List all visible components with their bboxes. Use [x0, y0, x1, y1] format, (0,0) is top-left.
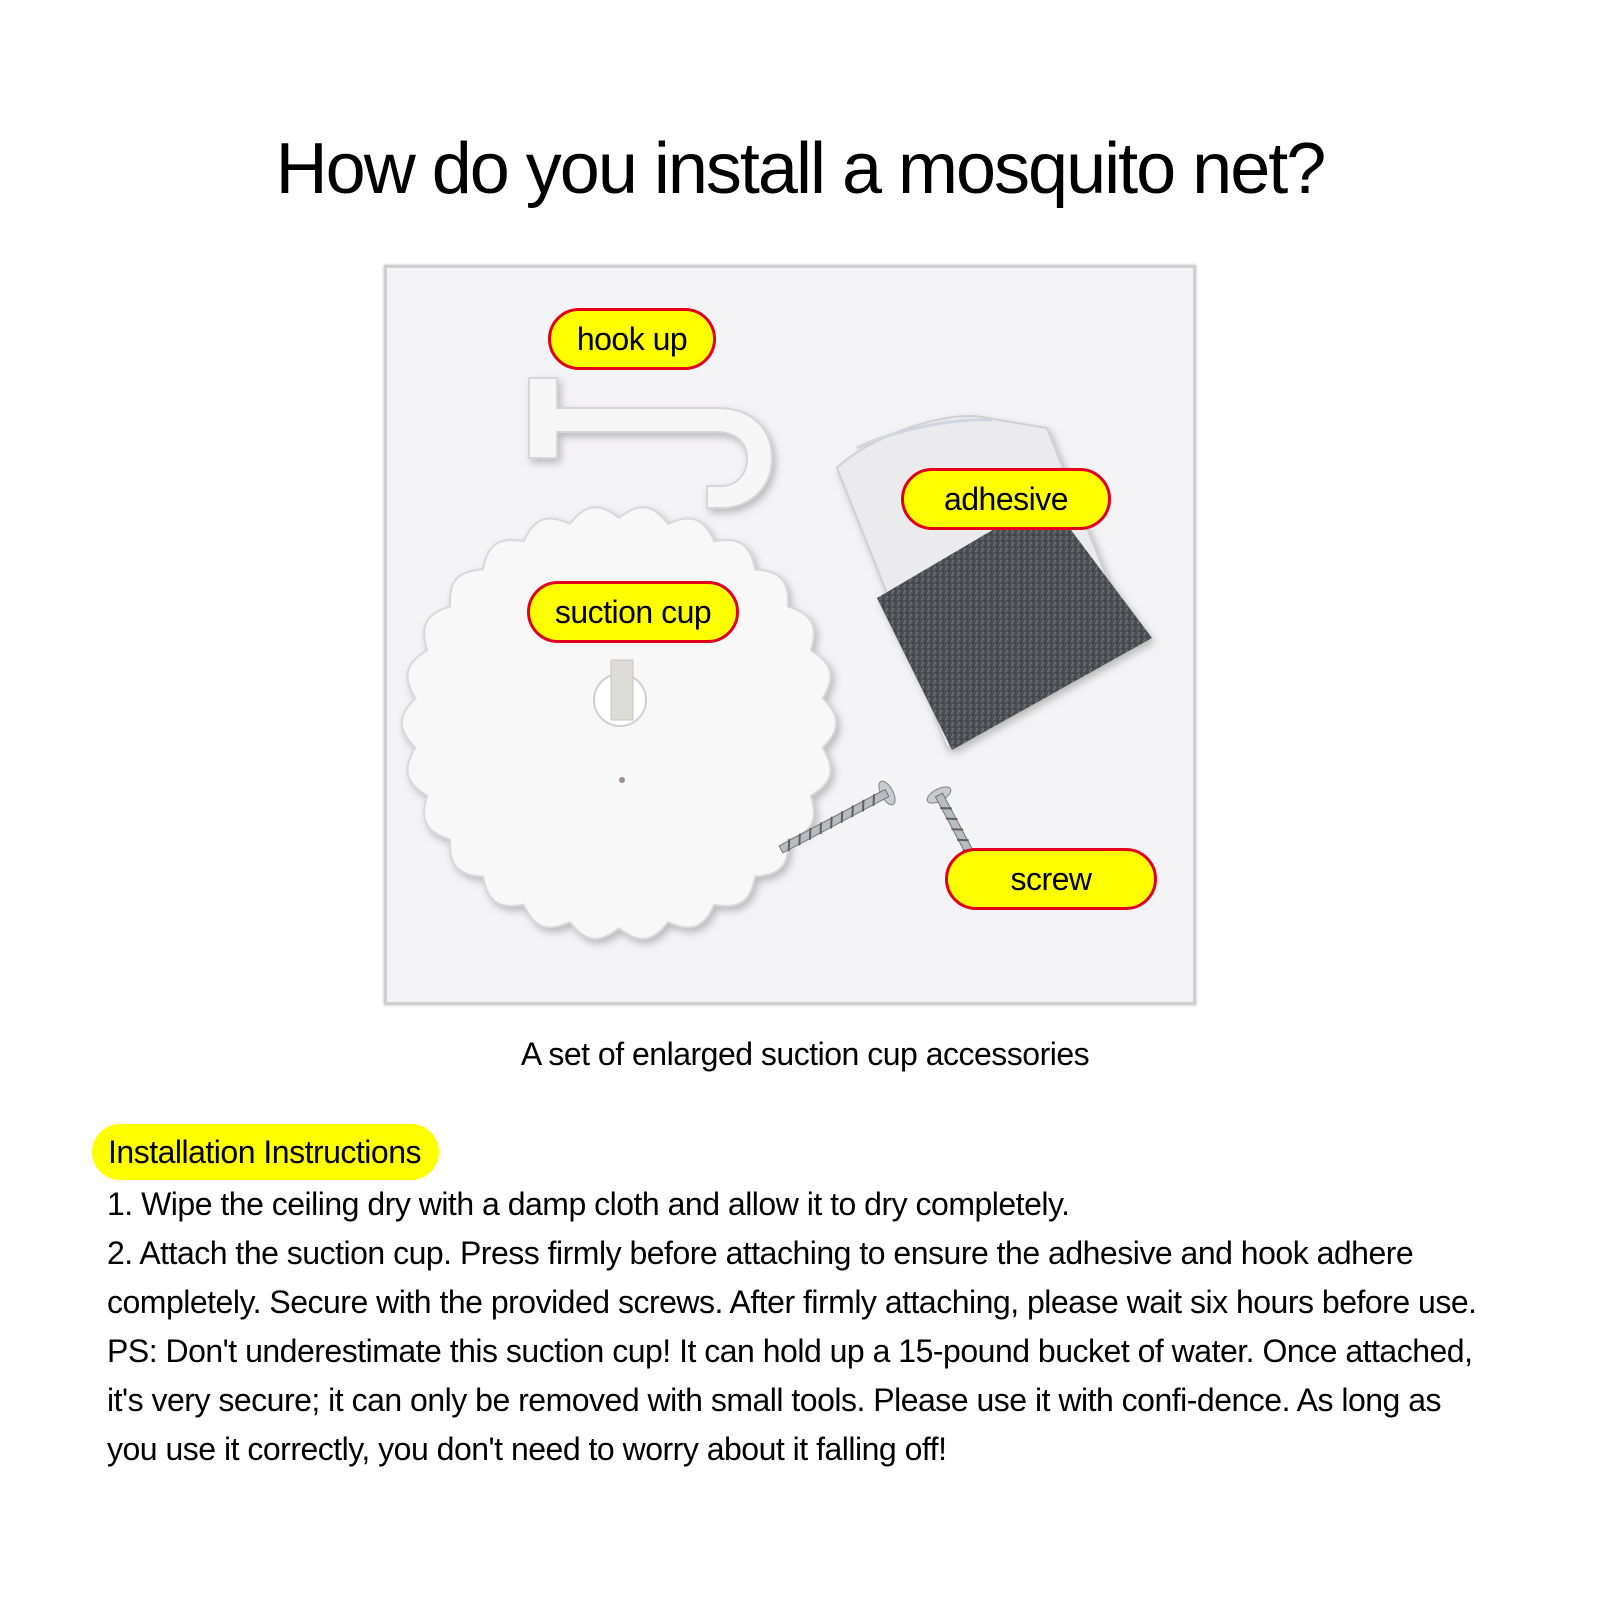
instruction-step-2: 2. Attach the suction cup. Press firmly before attaching to ensure the adhesive and hook adhere completely. Secure with the provided screws. After firmly attaching, please wait six hours before use. — [107, 1235, 1477, 1320]
product-photo — [384, 265, 1196, 1005]
hook-piece — [529, 378, 772, 508]
instruction-ps-note: PS: Don't underestimate this suction cup! It can hold up a 15-pound bucket of water. Once attached, it's very secure; it can only be removed with small tools. Please use it with confi-dence. As long as you use it correctly, you don't need to worry about it falling off! — [107, 1333, 1473, 1467]
page-title: How do you install a mosquito net? — [275, 129, 1325, 209]
label-screw: screw — [945, 848, 1157, 910]
instructions-heading: Installation Instructions — [92, 1124, 439, 1180]
adhesive-piece — [837, 416, 1152, 750]
instructions-body — [107, 1180, 1487, 1474]
suction-cup-piece — [402, 507, 836, 939]
label-hook-up: hook up — [548, 308, 716, 370]
photo-caption: A set of enlarged suction cup accessories — [520, 1036, 1090, 1072]
instruction-step-1: 1. Wipe the ceiling dry with a damp cloth and allow it to dry completely. — [107, 1186, 1070, 1222]
label-suction-cup: suction cup — [527, 581, 739, 643]
label-adhesive: adhesive — [901, 468, 1111, 530]
